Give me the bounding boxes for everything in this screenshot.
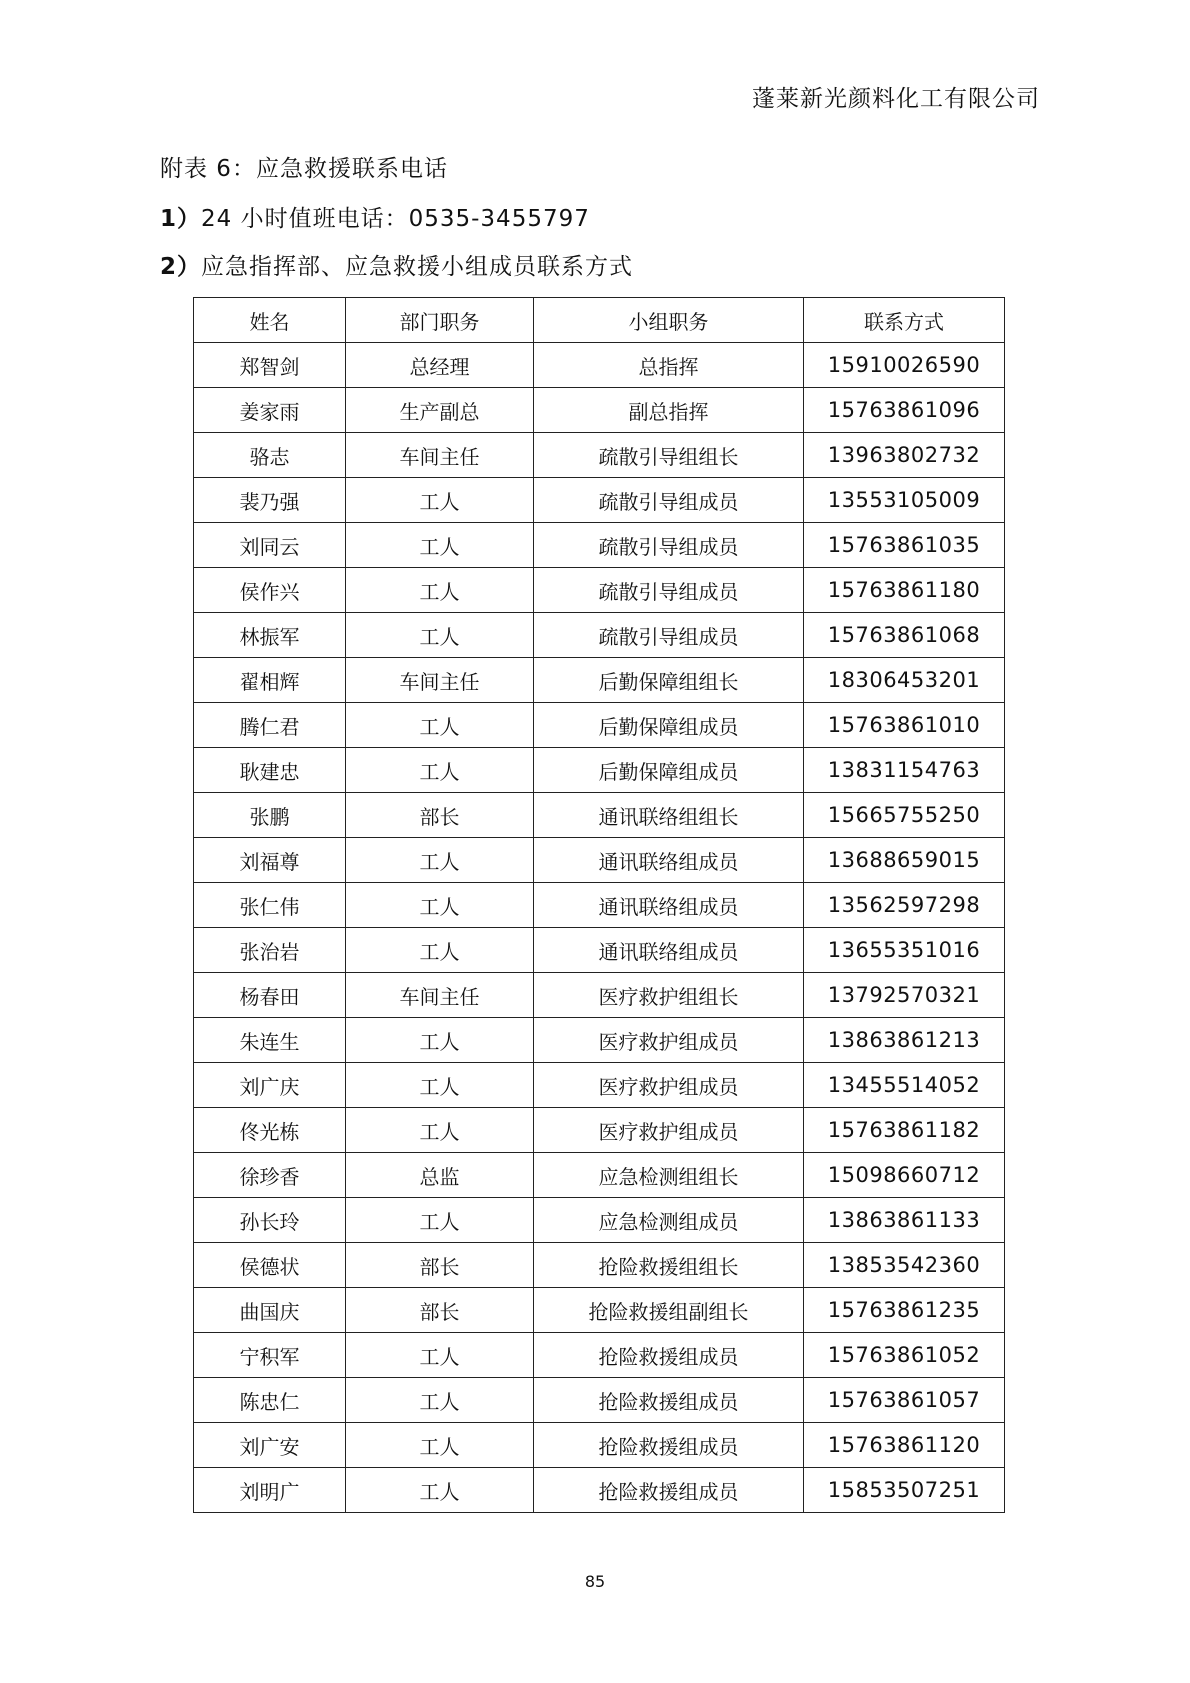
- cell-name: 佟光栋: [194, 1108, 346, 1153]
- contacts-table: [193, 297, 1005, 1513]
- cell-group-position: 抢险救援组成员: [534, 1333, 804, 1378]
- cell-group-position: 疏散引导组组长: [534, 433, 804, 478]
- cell-phone: 15763861182: [804, 1108, 1005, 1153]
- cell-department-position: 工人: [346, 1108, 534, 1153]
- cell-phone: 13963802732: [804, 433, 1005, 478]
- cell-department-position: 工人: [346, 1063, 534, 1108]
- table-row: [194, 1333, 1005, 1378]
- cell-department-position: 工人: [346, 883, 534, 928]
- cell-group-position: 应急检测组成员: [534, 1198, 804, 1243]
- cell-group-position: 抢险救援组成员: [534, 1378, 804, 1423]
- cell-name: 杨春田: [194, 973, 346, 1018]
- cell-phone: 13688659015: [804, 838, 1005, 883]
- cell-phone: 15763861120: [804, 1423, 1005, 1468]
- table-row: [194, 613, 1005, 658]
- cell-name: 孙长玲: [194, 1198, 346, 1243]
- cell-phone: 15763861010: [804, 703, 1005, 748]
- cell-department-position: 工人: [346, 568, 534, 613]
- cell-group-position: 疏散引导组成员: [534, 478, 804, 523]
- table-row: [194, 748, 1005, 793]
- cell-name: 刘同云: [194, 523, 346, 568]
- group-contacts-line: [160, 248, 633, 281]
- header-group-position: 小组职务: [534, 298, 804, 343]
- table-row: [194, 838, 1005, 883]
- cell-department-position: 工人: [346, 1468, 534, 1513]
- item-number: 2）: [160, 254, 202, 280]
- table-row: [194, 1063, 1005, 1108]
- item-number: 1）: [160, 206, 202, 232]
- cell-department-position: 总监: [346, 1153, 534, 1198]
- table-row: [194, 1018, 1005, 1063]
- cell-phone: 13562597298: [804, 883, 1005, 928]
- cell-name: 刘福尊: [194, 838, 346, 883]
- cell-phone: 15763861235: [804, 1288, 1005, 1333]
- cell-name: 张鹏: [194, 793, 346, 838]
- cell-phone: 15853507251: [804, 1468, 1005, 1513]
- cell-name: 刘明广: [194, 1468, 346, 1513]
- cell-department-position: 工人: [346, 838, 534, 883]
- cell-phone: 13863861213: [804, 1018, 1005, 1063]
- cell-phone: 13853542360: [804, 1243, 1005, 1288]
- cell-phone: 13792570321: [804, 973, 1005, 1018]
- cell-name: 裴乃强: [194, 478, 346, 523]
- cell-department-position: 工人: [346, 1423, 534, 1468]
- table-row: [194, 343, 1005, 388]
- table-row: [194, 703, 1005, 748]
- cell-phone: 13455514052: [804, 1063, 1005, 1108]
- cell-phone: 15763861035: [804, 523, 1005, 568]
- cell-department-position: 工人: [346, 1198, 534, 1243]
- cell-group-position: 应急检测组组长: [534, 1153, 804, 1198]
- cell-department-position: 工人: [346, 703, 534, 748]
- cell-department-position: 工人: [346, 523, 534, 568]
- cell-name: 腾仁君: [194, 703, 346, 748]
- cell-department-position: 部长: [346, 1288, 534, 1333]
- cell-name: 张仁伟: [194, 883, 346, 928]
- table-row: [194, 523, 1005, 568]
- cell-name: 徐珍香: [194, 1153, 346, 1198]
- table-row: [194, 973, 1005, 1018]
- table-row: [194, 658, 1005, 703]
- cell-department-position: 工人: [346, 1018, 534, 1063]
- table-row: [194, 1378, 1005, 1423]
- cell-phone: 15910026590: [804, 343, 1005, 388]
- cell-group-position: 疏散引导组成员: [534, 523, 804, 568]
- table-row: [194, 1243, 1005, 1288]
- cell-name: 郑智剑: [194, 343, 346, 388]
- table-row: [194, 1288, 1005, 1333]
- cell-group-position: 副总指挥: [534, 388, 804, 433]
- cell-group-position: 医疗救护组成员: [534, 1063, 804, 1108]
- cell-name: 林振军: [194, 613, 346, 658]
- cell-group-position: 通讯联络组成员: [534, 838, 804, 883]
- cell-group-position: 医疗救护组组长: [534, 973, 804, 1018]
- cell-department-position: 工人: [346, 478, 534, 523]
- cell-phone: 13831154763: [804, 748, 1005, 793]
- cell-group-position: 医疗救护组成员: [534, 1018, 804, 1063]
- table-row: [194, 568, 1005, 613]
- cell-phone: 15763861096: [804, 388, 1005, 433]
- header-department-position: 部门职务: [346, 298, 534, 343]
- cell-group-position: 通讯联络组成员: [534, 883, 804, 928]
- cell-name: 曲国庆: [194, 1288, 346, 1333]
- cell-department-position: 工人: [346, 1378, 534, 1423]
- cell-group-position: 后勤保障组成员: [534, 748, 804, 793]
- cell-group-position: 通讯联络组组长: [534, 793, 804, 838]
- cell-department-position: 车间主任: [346, 433, 534, 478]
- cell-department-position: 车间主任: [346, 658, 534, 703]
- cell-group-position: 通讯联络组成员: [534, 928, 804, 973]
- table-row: [194, 1108, 1005, 1153]
- cell-group-position: 后勤保障组成员: [534, 703, 804, 748]
- cell-name: 侯作兴: [194, 568, 346, 613]
- cell-phone: 15098660712: [804, 1153, 1005, 1198]
- header-contact: 联系方式: [804, 298, 1005, 343]
- cell-phone: 15763861068: [804, 613, 1005, 658]
- cell-phone: 13553105009: [804, 478, 1005, 523]
- cell-department-position: 总经理: [346, 343, 534, 388]
- cell-name: 姜家雨: [194, 388, 346, 433]
- table-row: [194, 1153, 1005, 1198]
- cell-group-position: 抢险救援组成员: [534, 1468, 804, 1513]
- cell-phone: 13863861133: [804, 1198, 1005, 1243]
- cell-phone: 13655351016: [804, 928, 1005, 973]
- table-row: [194, 793, 1005, 838]
- header-name: 姓名: [194, 298, 346, 343]
- cell-phone: 15763861052: [804, 1333, 1005, 1378]
- cell-name: 侯德状: [194, 1243, 346, 1288]
- cell-group-position: 医疗救护组成员: [534, 1108, 804, 1153]
- cell-name: 翟相辉: [194, 658, 346, 703]
- cell-group-position: 总指挥: [534, 343, 804, 388]
- table-row: [194, 433, 1005, 478]
- table-body: [194, 343, 1005, 1513]
- appendix-title: 附表 6：应急救援联系电话: [160, 156, 448, 182]
- cell-phone: 15763861057: [804, 1378, 1005, 1423]
- cell-name: 宁积军: [194, 1333, 346, 1378]
- cell-name: 刘广安: [194, 1423, 346, 1468]
- cell-name: 陈忠仁: [194, 1378, 346, 1423]
- table-row: [194, 928, 1005, 973]
- cell-phone: 15763861180: [804, 568, 1005, 613]
- cell-department-position: 工人: [346, 613, 534, 658]
- cell-department-position: 生产副总: [346, 388, 534, 433]
- cell-name: 刘广庆: [194, 1063, 346, 1108]
- cell-department-position: 工人: [346, 748, 534, 793]
- cell-name: 骆志: [194, 433, 346, 478]
- cell-group-position: 抢险救援组成员: [534, 1423, 804, 1468]
- cell-name: 朱连生: [194, 1018, 346, 1063]
- cell-group-position: 疏散引导组成员: [534, 613, 804, 658]
- cell-phone: 15665755250: [804, 793, 1005, 838]
- cell-department-position: 工人: [346, 1333, 534, 1378]
- cell-department-position: 部长: [346, 793, 534, 838]
- cell-name: 张治岩: [194, 928, 346, 973]
- cell-group-position: 疏散引导组成员: [534, 568, 804, 613]
- cell-department-position: 车间主任: [346, 973, 534, 1018]
- cell-group-position: 抢险救援组组长: [534, 1243, 804, 1288]
- table-row: [194, 388, 1005, 433]
- cell-name: 耿建忠: [194, 748, 346, 793]
- page-number: 85: [584, 1572, 606, 1591]
- cell-department-position: 工人: [346, 928, 534, 973]
- table-row: [194, 883, 1005, 928]
- group-contacts-text: 应急指挥部、应急救援小组成员联系方式: [201, 254, 634, 280]
- table-row: [194, 478, 1005, 523]
- cell-phone: 18306453201: [804, 658, 1005, 703]
- cell-group-position: 后勤保障组组长: [534, 658, 804, 703]
- duty-phone-text: 24 小时值班电话：0535-3455797: [201, 206, 590, 232]
- table-row: [194, 1423, 1005, 1468]
- table-row: [194, 1468, 1005, 1513]
- cell-department-position: 部长: [346, 1243, 534, 1288]
- duty-phone-line: [160, 200, 590, 233]
- table-header-row: [194, 298, 1005, 343]
- company-header: 蓬莱新光颜料化工有限公司: [752, 86, 1040, 112]
- table-row: [194, 1198, 1005, 1243]
- cell-group-position: 抢险救援组副组长: [534, 1288, 804, 1333]
